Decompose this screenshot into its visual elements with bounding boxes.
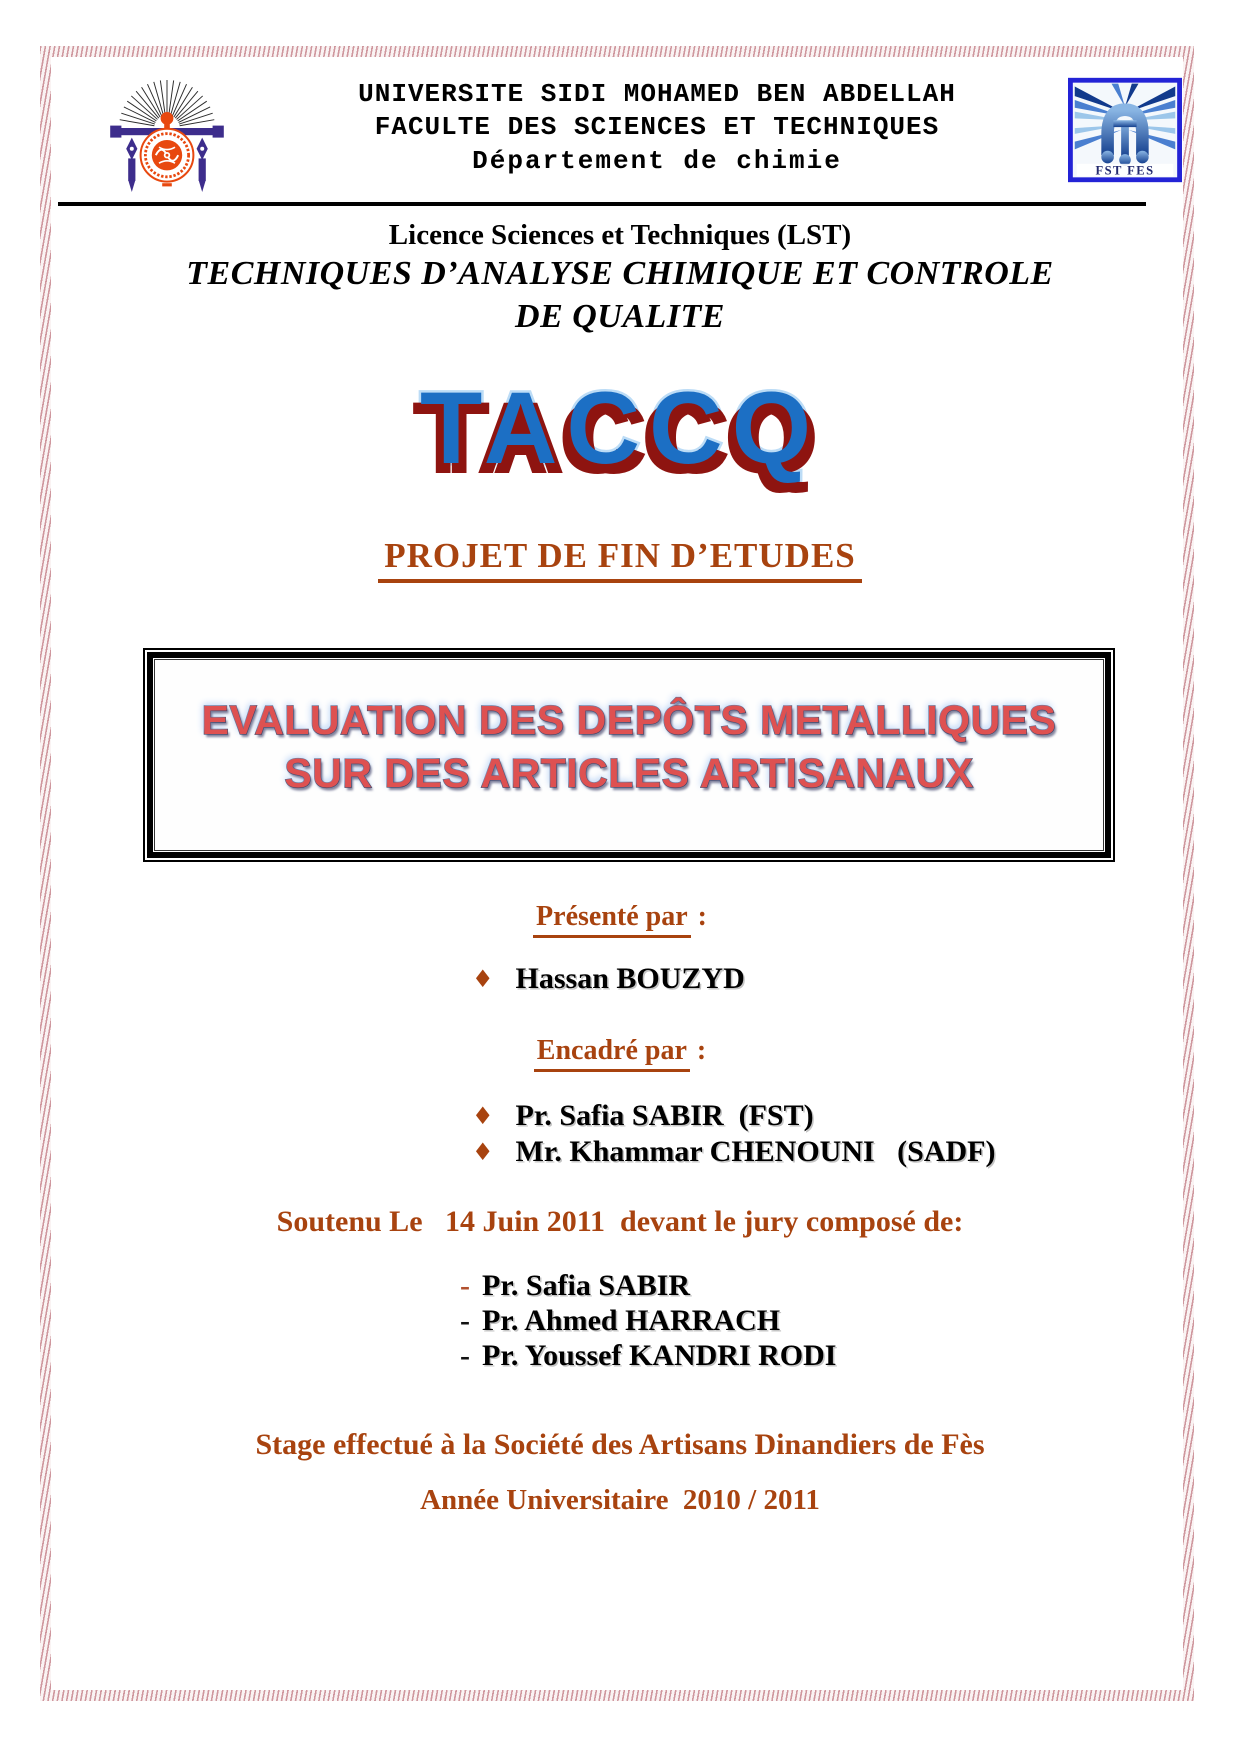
dash-bullet-icon: - [460,1304,470,1337]
presented-by-colon: : [690,901,707,932]
diamond-bullet-icon: ♦ [472,1102,494,1130]
presented-name: Hassan BOUZYD [515,962,745,995]
supervisor-name: Pr. Safia SABIR (FST) [515,1099,814,1132]
specialty-line-2: DE QUALITE [515,298,725,335]
academic-year-line: Année Universitaire 2010 / 2011 [420,1484,820,1516]
supervised-by-heading [0,1035,1240,1072]
header-text [246,78,1068,178]
fst-logo-caption: FST FES [1095,163,1155,178]
supervised-by-colon: : [689,1035,707,1066]
header-divider [58,202,1146,206]
title-box [143,648,1115,862]
report-type-text: PROJET DE FIN D’ETUDES [378,536,862,583]
jury-name: Pr. Youssef KANDRI RODI [482,1339,837,1372]
list-item [472,1099,996,1135]
report-type-heading [0,536,1240,583]
taccq-wordart: TACCQ [419,371,821,485]
title-box-content [154,659,1104,851]
presented-by-list [472,962,745,998]
jury-name: Pr. Safia SABIR [482,1269,691,1302]
jury-name: Pr. Ahmed HARRACH [482,1304,781,1337]
diamond-bullet-icon: ♦ [472,965,494,993]
supervised-by-label: Encadré par [534,1035,690,1072]
jury-list [460,1269,836,1374]
list-item [472,1135,996,1171]
title-line-1: EVALUATION DES DEPÔTS METALLIQUES [201,697,1057,743]
presented-by-label: Présenté par [533,901,691,938]
jury-row [460,1304,836,1339]
jury-row [460,1269,836,1304]
university-name: UNIVERSITE SIDI MOHAMED BEN ABDELLAH [358,79,956,109]
list-item [472,962,745,998]
presented-by-heading [0,901,1240,938]
internship-line: Stage effectué à la Société des Artisans Dinandiers de Fès [255,1428,985,1461]
dash-bullet-icon: - [460,1339,470,1372]
jury-row [460,1339,836,1374]
diamond-bullet-icon: ♦ [472,1138,494,1166]
defense-line: Soutenu Le 14 Juin 2011 devant le jury composé de: [276,1205,964,1238]
specialty-line-1: TECHNIQUES D’ANALYSE CHIMIQUE ET CONTROLE [186,255,1054,292]
fst-fes-logo [1068,76,1182,184]
title-box-inner-frame [147,652,1111,858]
supervisors-list [472,1099,996,1171]
department-name: Département de chimie [472,145,842,176]
medallion-icon [141,129,194,187]
header [88,72,1182,192]
faculty-name: FACULTE DES SCIENCES ET TECHNIQUES [374,112,940,143]
degree-line: Licence Sciences et Techniques (LST) [388,219,852,251]
supervisor-name: Mr. Khammar CHENOUNI (SADF) [515,1135,996,1168]
dash-bullet-icon: - [460,1269,470,1302]
university-logo [88,72,246,192]
medallion-finial-icon [161,112,174,130]
title-line-2: SUR DES ARTICLES ARTISANAUX [284,750,974,797]
